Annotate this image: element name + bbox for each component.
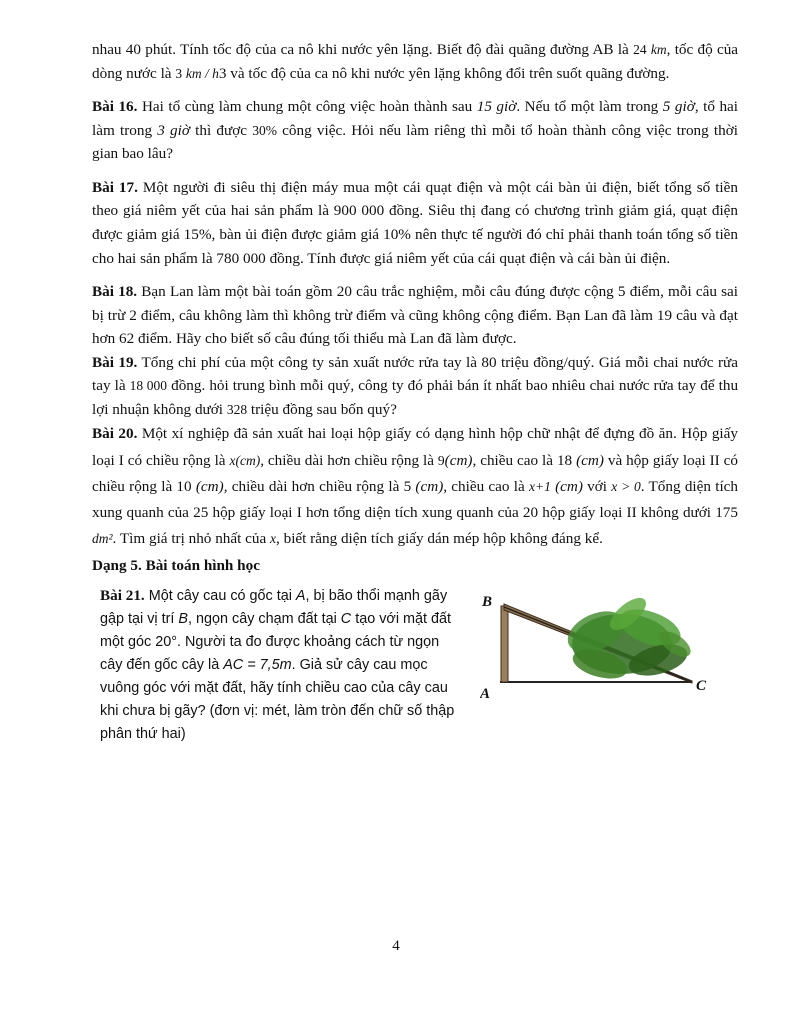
width-expression: x(cm) [229, 452, 261, 468]
distance-value: 24 [633, 42, 647, 57]
problem-19-text: Tổng chi phí của một công ty sản xuất nước rửa tay là 80 triệu đồng/quý. Giá mỗi chai nước rửa tay là [92, 353, 738, 395]
problem-16-text-4: thì được [195, 121, 248, 139]
problem-20-text-8: . Tổng diện tích xung quanh của 25 hộp giấy loại I hơn tổng diện tích xung quanh của 20 hộp giấy loại II không dưới 175 [92, 477, 739, 521]
problem-20-text: Một xí nghiệp đã sản xuất hai loại hộp giấy có dạng hình hộp chữ nhật để đựng đồ ăn. Hộp giấy loại I có chiều rộng là [92, 425, 738, 469]
problem-17 [92, 176, 738, 270]
problem-20-text-3: , chiều cao là 18 [472, 451, 573, 469]
problem-16-text: Hai tổ cùng làm chung một công việc hoàn thành sau [141, 98, 473, 116]
trunk-standing [501, 606, 508, 682]
height-expression: x+1 [528, 478, 551, 494]
problem-16-text-2: . Nếu tổ một làm trong [516, 98, 659, 116]
intro-text-2: tốc độ của dòng nước là [92, 41, 739, 82]
distance-ac: AC = 7,5m [223, 657, 292, 674]
problem-20-label: Bài 20. [92, 425, 138, 443]
problem-21 [92, 584, 738, 764]
problem-17-text: Một người đi siêu thị điện máy mua một cái quạt điện và một cái bàn ủi điện, biết tổng số tiền theo giá niêm yết của hai sản phẩm là 900 000 đồng. Siêu thị đang có chương trình giảm giá, quạt điện được giảm giá 15%, bàn ủi điện được giảm giá 10% nên thực tế người đó chỉ phải thanh toán tổng số tiền cho hai sản phẩm là 780 000 đồng. Tính được giá niêm yết của cái quạt điện và cái bàn ủi điện. [92, 178, 738, 267]
problem-20-text-9: . Tìm giá trị nhỏ nhất của [112, 530, 267, 547]
intro-text-3: 3 và tốc độ của ca nô khi nước yên lặng không đổi trên suốt quãng đường. [218, 64, 670, 82]
problem-20 [92, 421, 738, 552]
problem-17-label: Bài 17. [92, 178, 138, 196]
problem-21-text: Một cây cau có gốc tại [148, 587, 292, 604]
problem-21-text-2: , bị bão thổi mạnh gãy gập tại vị trí [100, 587, 448, 628]
problem-16-text-3: , tổ hai làm trong [92, 98, 739, 139]
angle-value: 20° [155, 634, 177, 651]
unit-cm-3: (cm), [195, 477, 228, 495]
problem-21-text-4: tạo với mặt đất một góc [100, 611, 452, 651]
problem-20-text-4: và hộp giấy loại II có chiều rộng là 10 [92, 451, 739, 495]
problem-20-text-5: chiều dài hơn chiều rộng là 5 [231, 477, 412, 495]
problem-20-text-6: chiều cao là [451, 477, 525, 495]
problem-16-label: Bài 16. [92, 98, 138, 116]
problem-19-label: Bài 19. [92, 353, 138, 371]
point-a: A [295, 587, 306, 604]
section-heading: Dạng 5. Bài toán hình học [92, 557, 260, 575]
time-5h: 5 giờ [662, 98, 695, 116]
variable-x: x [270, 531, 277, 546]
price-value: 18 000 [129, 378, 168, 394]
percent-value: 30% [252, 122, 277, 138]
problem-16 [92, 95, 738, 166]
intro-paragraph: nhau 40 phút. Tính tốc độ của ca nô khi nước yên lặng. Biết độ đài quãng đường AB là 24 km, tốc độ của dòng nước là 3 km / h3 và tốc độ của ca nô khi nước yên lặng không đổi trên suốt quãng đường. [92, 41, 739, 82]
problem-18 [92, 280, 738, 351]
problem-20-text-10: , biết rằng diện tích giấy dán mép hộp không đáng kể. [276, 530, 603, 547]
unit-cm-5: (cm) [555, 477, 583, 495]
point-b: B [178, 611, 188, 628]
problem-21-label: Bài 21. [100, 586, 145, 604]
problem-20-text-7: với [587, 477, 608, 495]
figure-label-c: C [696, 677, 707, 694]
time-15h: 15 giờ [476, 98, 517, 116]
problem-18-text: Bạn Lan làm một bài toán gồm 20 câu trắc nghiệm, mỗi câu đúng được cộng 5 điểm, mỗi câu sai bị trừ 2 điểm, câu không làm thì không trừ điểm và cũng không cộng điểm. Bạn Lan đã làm 19 câu và đạt hơn 62 điểm. Hãy cho biết số câu đúng tối thiểu mà Lan đã làm được. [92, 283, 738, 348]
profit-value: 328 [226, 401, 248, 417]
figure-label-b: B [482, 593, 493, 610]
page-number: 4 [392, 938, 400, 954]
problem-21-text-3: , ngọn cây chạm đất tại [188, 611, 337, 628]
unit-cm-4: (cm), [415, 477, 448, 495]
time-3h: 3 giờ [157, 121, 190, 139]
speed-value: 3 [175, 65, 183, 81]
broken-palm-figure [480, 584, 720, 704]
intro-text: nhau 40 phút. Tính tốc độ của ca nô khi nước yên lặng. Biết độ đài quãng đường AB là [92, 41, 629, 58]
unit-cm-2: (cm) [576, 451, 604, 469]
problem-21-text-5: . Người ta đo được khoảng cách từ ngọn cây đến gốc cây là [100, 634, 440, 674]
palm-leaves-icon [561, 592, 695, 684]
problem-21-text-block [100, 584, 460, 747]
problem-19 [92, 351, 738, 422]
point-c: C [340, 611, 352, 628]
document-page [92, 38, 738, 764]
length-diff-value: 9 [437, 452, 445, 468]
problem-21-text-6: . Giả sử cây cau mọc vuông góc với mặt đất, hãy tính chiều cao của cây cau khi chưa bị gãy? (đơn vị: mét, làm tròn đến chữ số thập phân thứ hai) [100, 657, 455, 743]
speed-unit: km / h [185, 65, 219, 81]
unit-cm-1: (cm) [444, 451, 473, 469]
problem-18-label: Bài 18. [92, 283, 138, 301]
area-unit: dm² [92, 531, 113, 546]
distance-unit: km [650, 42, 667, 57]
problem-19-text-2: đồng. hỏi trung bình mỗi quý, công ty đó phải bán ít nhất bao nhiêu chai nước rửa tay để thu lợi nhuận không dưới [92, 377, 739, 418]
problem-16-text-5: công việc. Hỏi nếu làm riêng thì mỗi tổ hoàn thành công việc trong thời gian bao lâu? [92, 121, 738, 163]
condition-expression: x > 0 [611, 478, 641, 494]
problem-20-text-2: , chiều dài hơn chiều rộng là [260, 451, 434, 469]
figure-label-a: A [480, 685, 491, 702]
problem-19-text-3: triệu đồng sau bốn quý? [250, 400, 397, 418]
